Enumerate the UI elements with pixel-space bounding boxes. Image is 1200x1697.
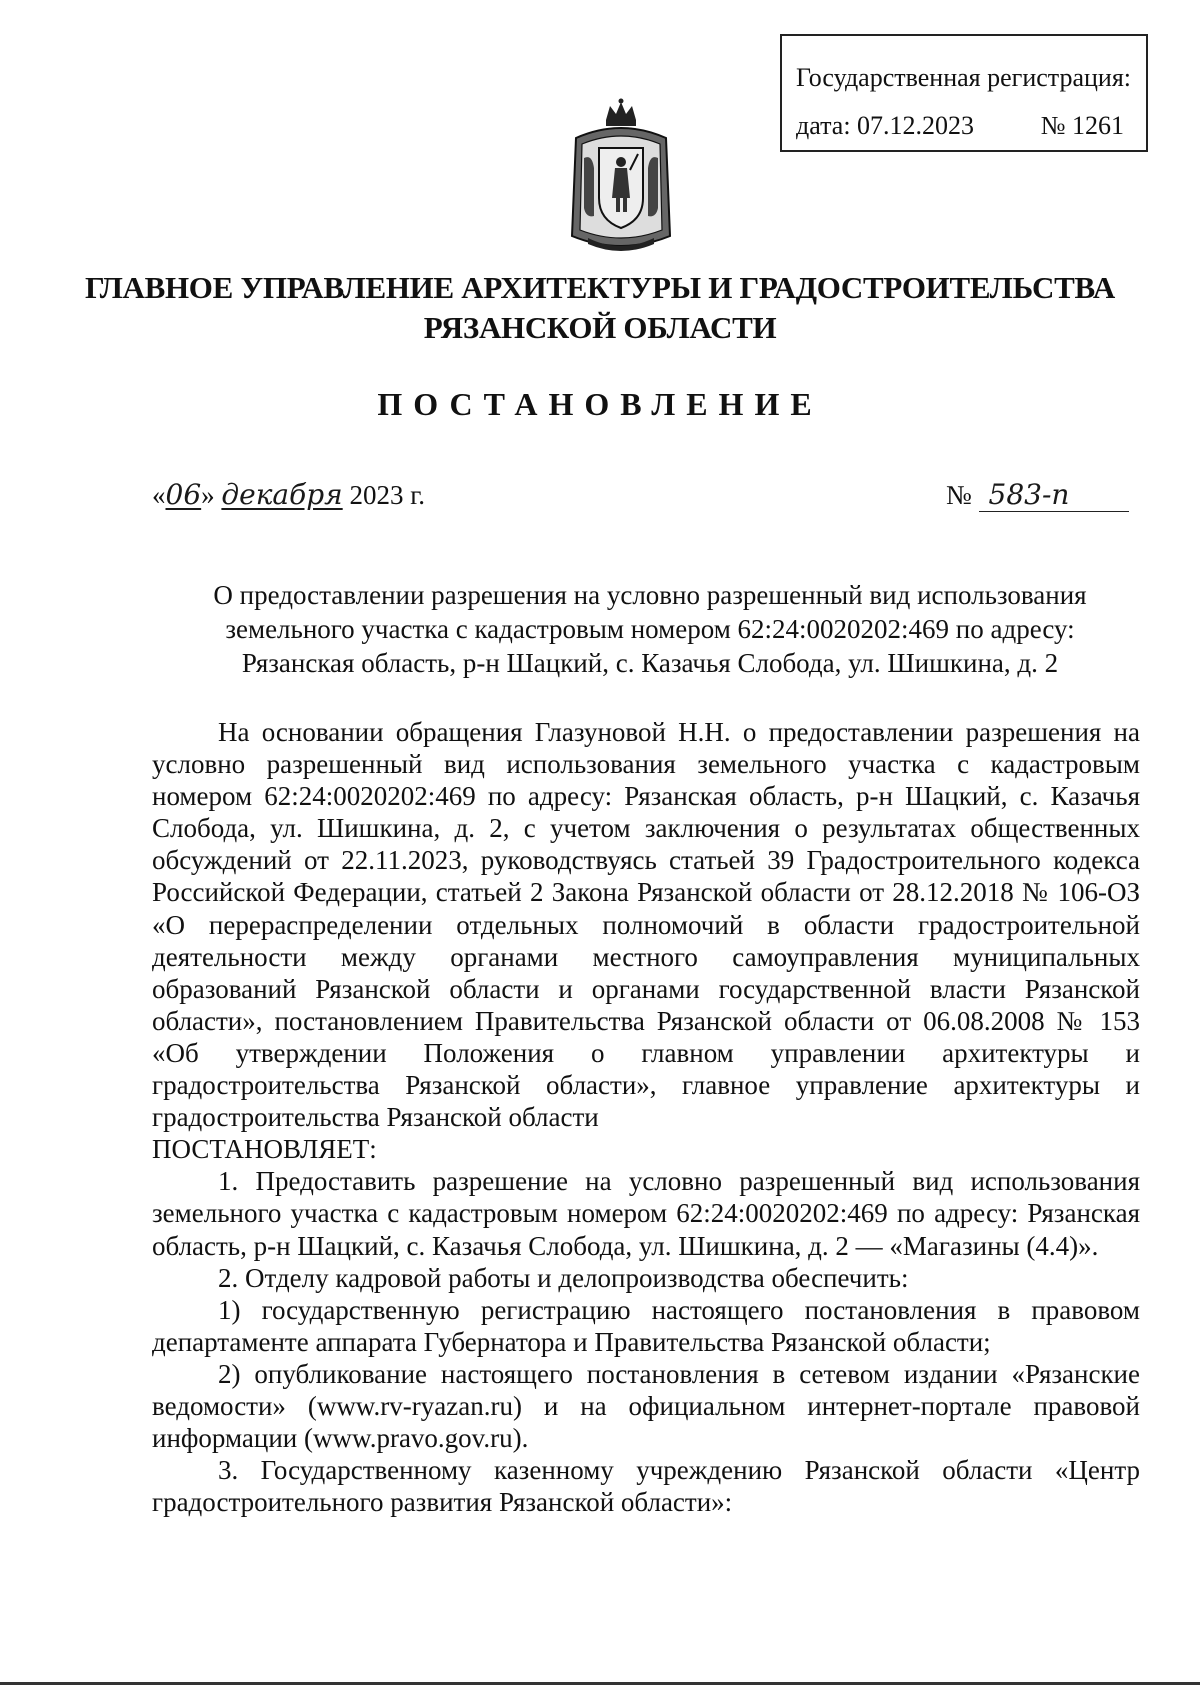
body-preamble: На основании обращения Глазуновой Н.Н. о предоставлении разрешения на условно разрешенный вид использования земельного участка с кадастровым номером 62:24:0020202:469 по адресу: Рязанская область, р-н Шацкий, с. Казачья Слобода, ул. Шишкина, д. 2, с учетом заключения о результатах общественных обсуждений от 22.11.2023, руководствуясь статьей 39 Градостроительного кодекса Российской Федерации, статьей 2 Закона Рязанской области от 28.12.2018 № 106-ОЗ «О перераспределении отдельных полномочий в области градостроительной деятельности между органами местного самоуправления муниципальных образований Рязанской области и органами государственной власти Рязанской области», постановлением Правительства Рязанской области от 06.08.2008 № 153 «Об утверждении Положения о главном управлении архитектуры и градостроительства Рязанской области», главное управление архитектуры и градостроительства Рязанской области — [152, 717, 1140, 1133]
date-day: 06 — [165, 478, 202, 511]
decree-number-value: 583-п — [979, 478, 1129, 512]
body-item-1: 1. Предоставить разрешение на условно разрешенный вид использования земельного участка с кадастровым номером 62:24:0020202:469 по адресу: Рязанская область, р-н Шацкий, с. Казачья Слобода, ул. Шишкина, д. 2 — «Магазины (4.4)». — [152, 1166, 1140, 1261]
organization-name — [0, 268, 1200, 348]
date-open-quote: « — [152, 480, 166, 510]
body-item-2-2: 2) опубликование настоящего постановления в сетевом издании «Рязанские ведомости» (www.rv-ryazan.ru) и на официальном интернет-портале правовой информации (www.pravo.gov.ru). — [152, 1358, 1140, 1454]
page-bottom-divider — [0, 1682, 1200, 1685]
subject-line2: земельного участка с кадастровым номером 62:24:0020202:469 по адресу: — [225, 614, 1075, 644]
document-type-title: ПОСТАНОВЛЕНИЕ — [377, 386, 823, 422]
body-item-3: 3. Государственному казенному учреждению Рязанской области «Центр градостроительного развития Рязанской области»: — [152, 1455, 1140, 1518]
date-close-quote: » — [201, 480, 215, 510]
organization-name-line2: РЯЗАНСКОЙ ОБЛАСТИ — [423, 310, 777, 345]
registration-date: дата: 07.12.2023 — [796, 111, 975, 140]
date-month: декабря — [221, 478, 343, 511]
subject-line1: О предоставлении разрешения на условно разрешенный вид использования — [213, 580, 1087, 610]
decree-number-label: № — [946, 480, 972, 510]
decree-subject — [150, 578, 1150, 680]
decree-date — [152, 478, 425, 511]
organization-name-line1: ГЛАВНОЕ УПРАВЛЕНИЕ АРХИТЕКТУРЫ И ГРАДОСТРОИТЕЛЬСТВА — [84, 270, 1115, 305]
ryazan-coat-of-arms-icon — [566, 98, 676, 258]
registration-stamp — [780, 34, 1148, 152]
body-resolves: ПОСТАНОВЛЯЕТ: — [152, 1134, 377, 1165]
registration-details — [796, 102, 1146, 150]
body-item-2-1: 1) государственную регистрацию настоящего постановления в правовом департаменте аппарата Губернатора и Правительства Рязанской области; — [152, 1294, 1140, 1357]
body-item-2: 2. Отделу кадровой работы и делопроизводства обеспечить: — [218, 1262, 909, 1293]
decree-number — [946, 478, 1129, 512]
subject-line3: Рязанская область, р-н Шацкий, с. Казачья Слобода, ул. Шишкина, д. 2 — [241, 648, 1059, 678]
decree-body — [152, 716, 1140, 1518]
registration-title: Государственная регистрация: — [796, 63, 1132, 92]
registration-number: № 1261 — [1040, 111, 1124, 140]
date-year: 2023 г. — [349, 480, 425, 510]
